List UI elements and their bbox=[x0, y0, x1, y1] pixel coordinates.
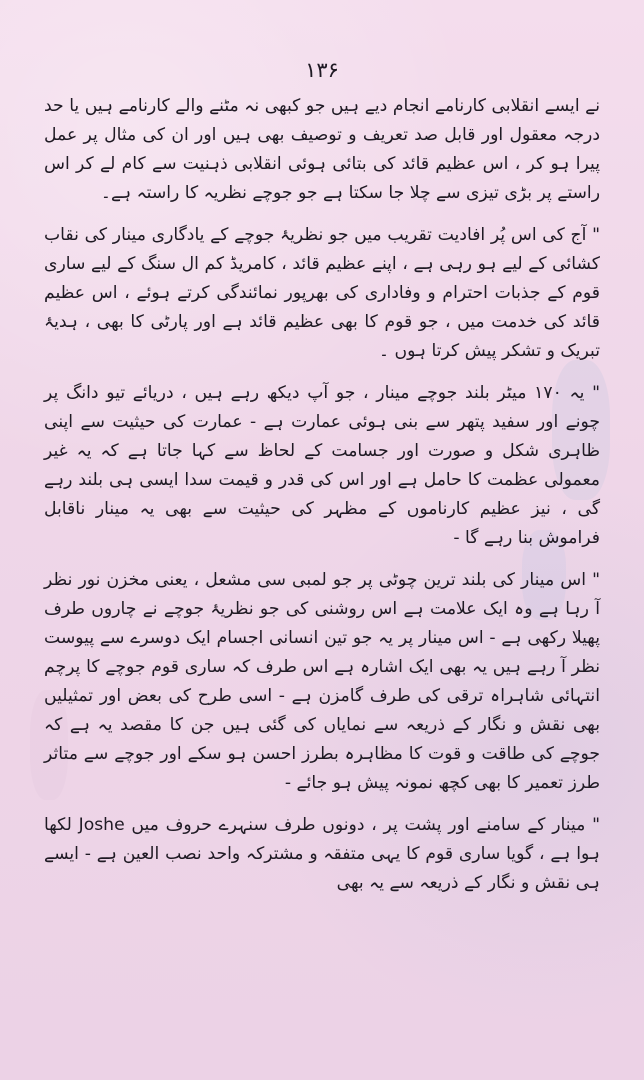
paragraph: نے ایسے انقلابی کارنامے انجام دیے ہیں جو کبھی نہ مٹنے والے کارنامے ہیں یا حد درجہ معقول اور قابل صد تعریف و توصیف بھی ہیں اور ان کی مثال پر عمل پیرا ہو کر ، اس عظیم قائد کی بتائی ہوئی انقلابی ذہنیت سے کام لے کر اس راستے پر بڑی تیزی سے چلا جا سکتا ہے جو جوچے نظریہ کا راستہ ہے۔ bbox=[44, 96, 600, 203]
paragraph: " آج کی اس پُر افادیت تقریب میں جو نظریۂ جوچے کے یادگاری مینار کی نقاب کشائی کے لیے ہو رہی ہے ، اپنے عظیم قائد ، کامریڈ کم ال سنگ کے لیے ساری قوم کے جذبات احترام و وفاداری کی بھرپور نمائندگی کرتے ہوئے ، اس عظیم قائد کی خدمت میں ، جو قوم کا بھی عظیم قائد ہے اور پارٹی کا بھی ، ہدیۂ تبریک و تشکر پیش کرتا ہوں ۔ bbox=[44, 225, 600, 361]
paragraph: " مینار کے سامنے اور پشت پر ، دونوں طرف سنہرے حروف میں Joshe لکھا ہوا ہے ، گویا ساری قوم کا یہی متفقہ و مشترکہ واحد نصب العین ہے - ایسے ہی نقش و نگار کے ذریعہ سے یہ بھی bbox=[44, 815, 600, 893]
paragraph: " اس مینار کی بلند ترین چوٹی پر جو لمبی سی مشعل ، یعنی مخزن نور نظر آ رہا ہے وہ ایک علامت ہے اس روشنی کی جو نظریۂ جوچے نے چاروں طرف پھیلا رکھی ہے - اس مینار پر یہ جو تین انسانی اجسام ایک دوسرے سے پیوست نظر آ رہے ہیں یہ بھی ایک اشارہ ہے اس طرف کہ ساری قوم جوچے کا پرچم انتہائی شاہراہ ترقی کی طرف گامزن ہے - اسی طرح کی بعض اور تمثیلیں بھی نقش و نگار کے ذریعہ سے نمایاں کی گئی ہیں جن کا مقصد یہ ہے کہ جوچے کی طاقت و قوت کا مظاہرہ بطرز احسن ہو سکے اور جوچے سے متاثر طرز تعمیر کا بھی کچھ نمونہ پیش ہو جائے - bbox=[44, 570, 600, 793]
page-text bbox=[44, 92, 600, 898]
page-number: ۱۳۶ bbox=[305, 58, 339, 82]
paragraph: " یہ ۱۷۰ میٹر بلند جوچے مینار ، جو آپ دیکھ رہے ہیں ، دریائے تیو دانگ پر چونے اور سفید پتھر سے بنی ہوئی عمارت ہے - عمارت کی حیثیت سے اپنی ظاہری شکل و صورت اور جسامت کے لحاظ سے کہا جاتا ہے کہ یہ غیر معمولی عظمت کا حامل ہے اور اس کی قدر و قیمت سدا ایسی ہی بلند رہے گی ، نیز عظیم کارناموں کے مظہر کی حیثیت سے بھی یہ مینار ناقابل فراموش بنا رہے گا - bbox=[44, 383, 600, 548]
